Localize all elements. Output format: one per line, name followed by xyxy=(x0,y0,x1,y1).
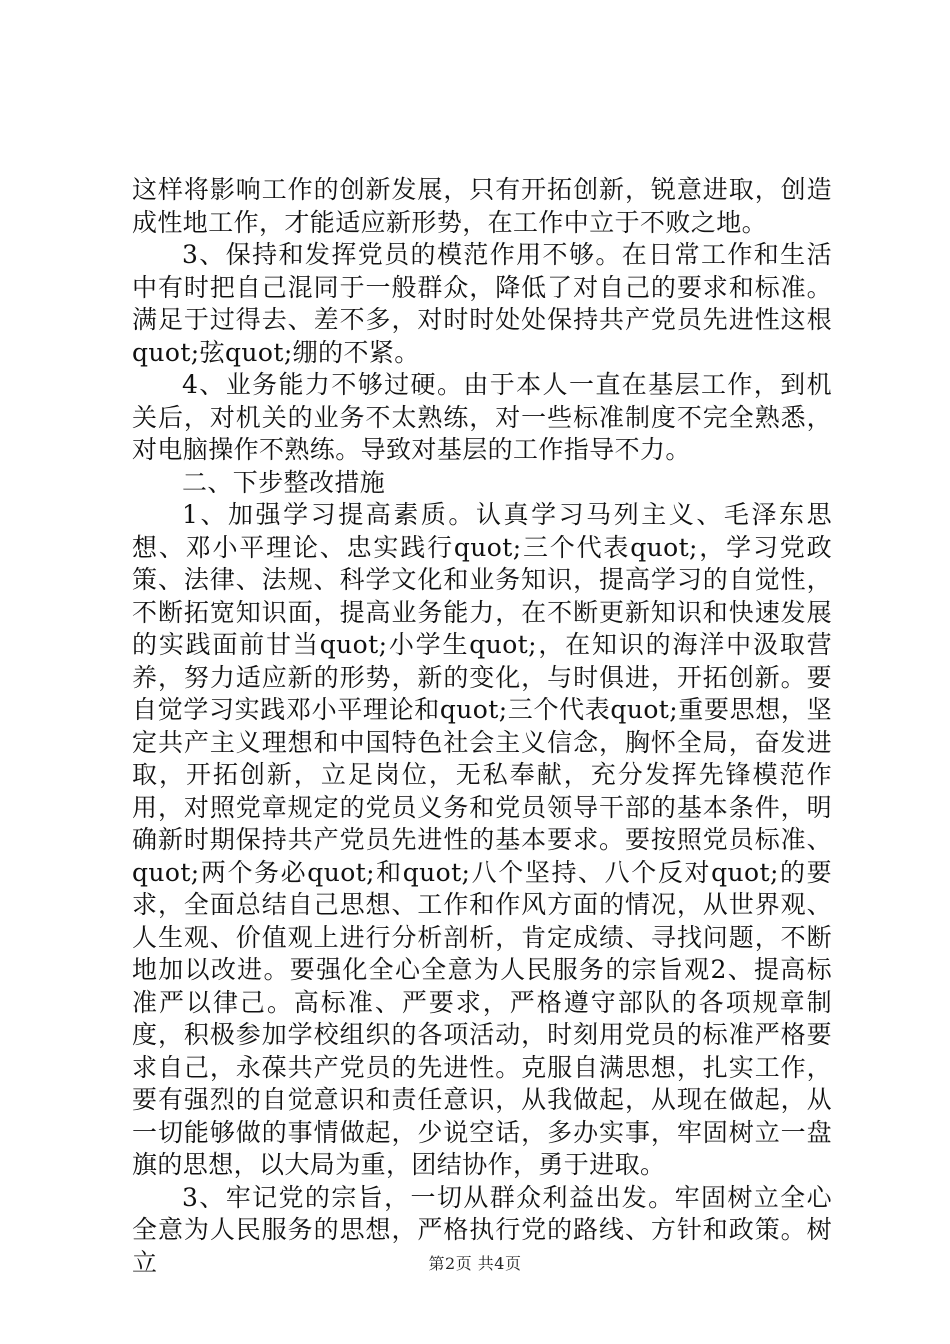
paragraph-3: 4、业务能力不够过硬。由于本人一直在基层工作，到机关后，对机关的业务不太熟练，对一些标准制度不完全熟悉，对电脑操作不熟练。导致对基层的工作指导不力。 xyxy=(132,370,832,464)
paragraph-5: 3、牢记党的宗旨，一切从群众利益出发。牢固树立全心全意为人民服务的思想，严格执行党的路线、方针和政策。树立 xyxy=(132,1182,832,1277)
document-body xyxy=(132,174,832,1279)
paragraph-4: 1、加强学习提高素质。认真学习马列主义、毛泽东思想、邓小平理论、忠实践行quot;三个代表quot;，学习党政策、法律、法规、科学文化和业务知识，提高学习的自觉性，不断拓宽知识面，提高业务能力，在不断更新知识和快速发展的实践面前甘当quot;小学生quot;，在知识的海洋中汲取营养，努力适应新的形势，新的变化，与时俱进，开拓创新。要自觉学习实践邓小平理论和quot;三个代表quot;重要思想，坚定共产主义理想和中国特色社会主义信念，胸怀全局，奋发进取，开拓创新，立足岗位，无私奉献，充分发挥先锋模范作用，对照党章规定的党员义务和党员领导干部的基本条件，明确新时期保持共产党员先进性的基本要求。要按照党员标准、quot;两个务必quot;和quot;八个坚持、八个反对quot;的要求，全面总结自己思想、工作和作风方面的情况，从世界观、人生观、价值观上进行分析剖析，肯定成绩、寻找问题，不断地加以改进。要强化全心全意为人民服务的宗旨观2、提高标准严以律己。高标准、严要求，严格遵守部队的各项规章制度，积极参加学校组织的各项活动，时刻用党员的标准严格要求自己，永葆共产党员的先进性。克服自满思想，扎实工作，要有强烈的自觉意识和责任意识，从我做起，从现在做起，从一切能够做的事情做起，少说空话，多办实事，牢固树立一盘旗的思想，以大局为重，团结协作，勇于进取。 xyxy=(132,500,832,1179)
page-footer: 第2页 共4页 xyxy=(428,1254,522,1273)
paragraph-1: 这样将影响工作的创新发展，只有开拓创新，锐意进取，创造成性地工作，才能适应新形势，在工作中立于不败之地。 xyxy=(132,175,832,237)
section-heading: 二、下步整改措施 xyxy=(182,467,386,497)
paragraph-2: 3、保持和发挥党员的模范作用不够。在日常工作和生活中有时把自己混同于一般群众，降低了对自己的要求和标准。满足于过得去、差不多，对时时处处保持共产党员先进性这根quot;弦quot;绷的不紧。 xyxy=(132,240,832,367)
